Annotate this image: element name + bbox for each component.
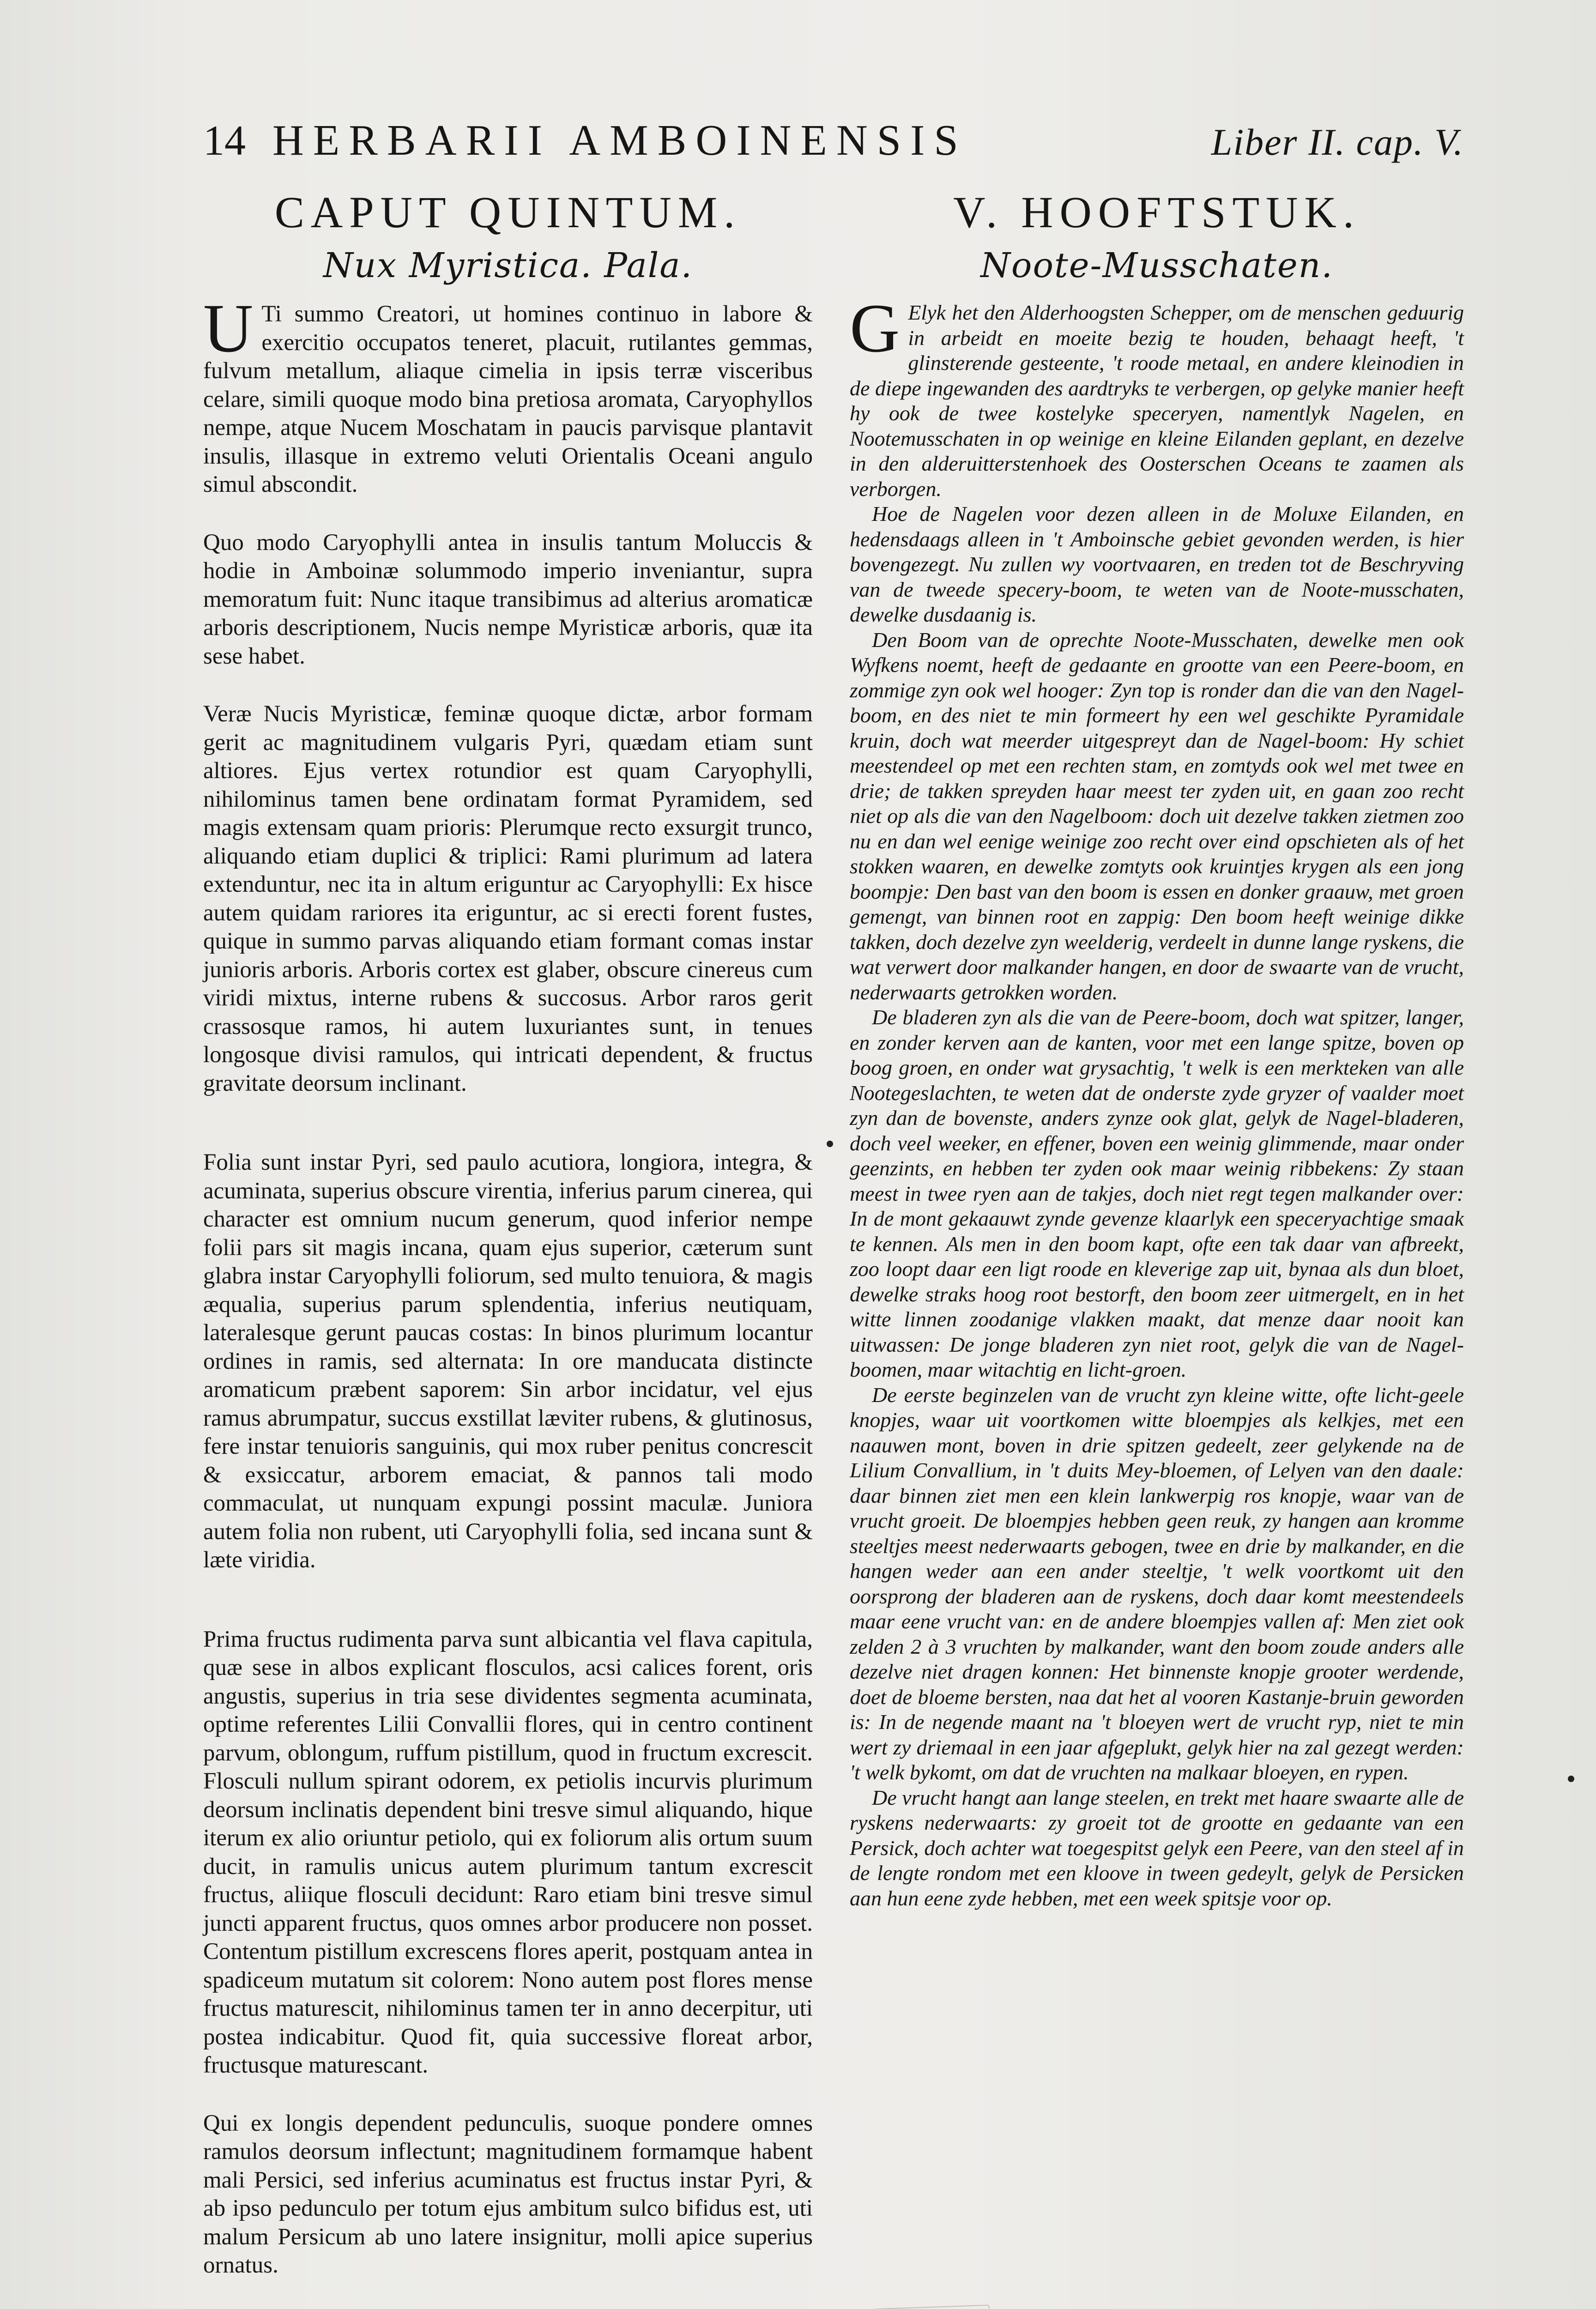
library-stamp-mark xyxy=(872,2305,991,2309)
chapter-reference: Liber II. cap. V. xyxy=(1211,121,1464,163)
latin-paragraph: Folia sunt instar Pyri, sed paulo acutiora, longiora, integra, & acuminata, superius obscure virentia, inferius parum cinerea, qui character est omnium nucum generum, quod inferior nempe folii pars sit magis incana, quam ejus superior, cæterum sunt glabra instar Caryophylli foliorum, sed multo tenuiora, & magis æqualia, superius parum splendentia, inferius neutiquam, lateralesque gerunt paucas costas: In binos plurimum locantur ordines in ramis, sed alternata: In ore manducata distincte aromaticum præbent saporem: Sin arbor incidatur, vel ejus ramus abrumpatur, succus exstillat læviter rubens, & glutinosus, fere instar tenuioris sanguinis, qui mox ruber penitus concrescit & exsiccatur, arborem emaciat, & pannos tali modo commaculat, ut nunquam expungi possint maculæ. Juniora autem folia non rubent, uti Caryophylli folia, sed incana sunt & læte viridia. xyxy=(203,1149,813,1573)
latin-drop-cap: U xyxy=(203,290,254,367)
dutch-drop-cap: G xyxy=(850,290,900,367)
latin-chapter-subheading: Nux Myristica. Pala. xyxy=(323,246,693,285)
latin-chapter-heading: CAPUT QUINTUM. xyxy=(274,187,742,237)
dutch-paragraph: De vrucht hangt aan lange steelen, en trekt met haare swaarte alle de ryskens nederwaarts: zy groeit tot de grootte en gedaante van een Persick, doch achter wat toegespitst gelyk een Peere, van den steel af in de lengte rondom met een kloove in tween gedeylt, gelyk de Persicken aan hun eene zyde hebben, met een week spitsje voor op. xyxy=(850,1785,1464,1910)
latin-column xyxy=(203,185,813,2280)
dutch-paragraph: De bladeren zyn als die van de Peere-boom, doch wat spitzer, langer, en zonder kerven aan de kanten, voor met een lange spitze, boven op boog groen, en onder wat grysachtig, 't welk is een merkteken van alle Nootegeslachten, te weten dat de onderste zyde gryzer of vaalder moet zyn dan de bovenste, anders zynze ook glat, gelyk de Nagel-bladeren, doch veel weeker, en effener, boven een weinig glimmende, maar onder geenzints, en hebben ter zyden ook maar weinig ribbekens: Zy staan meest in twee ryen aan de takjes, doch niet regt tegen malkander over: In de mont gekaauwt zynde gevenze klaarlyk een speceryachtige smaak te kennen. Als men in den boom kapt, ofte een tak daar van afbreekt, zoo loopt daar een ligt roode en kleverige zap uit, bynaa als dun bloet, dewelke straks hoog root bestorft, den boom zeer uitmergelt, en in het witte linnen zoodanige vlakken maakt, dat menze daar nooit kan uitwassen: De jonge bladeren zyn niet root, gelyk die van de Nagel-boomen, maar witachtig en licht-groen. xyxy=(850,1005,1464,1381)
dutch-paragraph: De eerste beginzelen van de vrucht zyn kleine witte, ofte licht-geele knopjes, waar uit voortkomen witte bloempjes als kelkjes, met een naauwen mont, boven in drie spitzen gedeelt, zeer gelykende na de Lilium Convallium, in 't duits Mey-bloemen, of Lelyen van den daale: daar binnen ziet men een klein lankwerpig ros knopje, waar van de vrucht groeit. De bloempjes hebben geen reuk, zy hangen aan kromme steeltjes meest nederwaarts gebogen, twee en drie by malkander, en die hangen weder aan een ander steeltje, 't welk voortkomt uit den oorsprong der bladeren aan de ryskens, doch daar komt meestendeels maar eene vrucht van: en de andere bloempjes vallen af: Men ziet ook zelden 2 à 3 vruchten by malkander, want den boom zoude anders alle dezelve niet dragen konnen: Het binnenste knopje grooter werdende, doet de bloeme bersten, naa dat het al vooren Kastanje-bruin geworden is: In de negende maant na 't bloeyen wert de vrucht ryp, niet te min wert zy driemaal in een jaar afgeplukt, gelyk hier na zal gezegt werden: 't welk bykomt, om dat de vruchten na malkaar bloeyen, en rypen. xyxy=(850,1383,1464,1784)
dutch-chapter-subheading: Noote-Musschaten. xyxy=(980,246,1333,285)
running-head xyxy=(203,115,1464,185)
latin-paragraph: U Ti summo Creatori, ut homines continuo in labore & exercitio occupatos teneret, placuit, rutilantes gemmas, fulvum metallum, aliaque cimelia in ipsis terræ visceribus celare, simili quoque modo bina pretiosa aromata, Caryophyllos nempe, atque Nucem Moschatam in paucis parvisque plantavit insulis, illasque in extremo veluti Orientalis Oceani angulo simul abscondit. xyxy=(203,290,813,497)
dutch-paragraph: Hoe de Nagelen voor dezen alleen in de Moluxe Eilanden, en hedensdaags alleen in 't Amboinsche gebiet gevonden werden, is hier bovengezegt. Nu zullen wy voortvaaren, en treden tot de Beschryving van de tweede specery-boom, te weten van de Noote-musschaten, dewelke dusdaanig is. xyxy=(850,502,1464,626)
latin-paragraph: Quo modo Caryophylli antea in insulis tantum Moluccis & hodie in Amboinæ solummodo imperio inveniantur, supra memoratum fuit: Nunc itaque transibimus ad alterius aromaticæ arboris descriptionem, Nucis nempe Myristicæ arboris, quæ ita sese habet. xyxy=(203,529,813,669)
ink-speck xyxy=(827,1141,833,1147)
latin-paragraph: Qui ex longis dependent pedunculis, suoque pondere omnes ramulos deorsum inflectunt; magnitudinem formamque habent mali Persici, sed inferius acuminatus est fructus instar Pyri, & ab ipso pedunculo per totum ejus ambitum sulco bifidus est, uti malum Persicum ab uno latere insignitur, molli apice superius ornatus. xyxy=(203,2110,813,2278)
dutch-chapter-heading: V. HOOFTSTUK. xyxy=(953,187,1360,237)
dutch-paragraph: Den Boom van de oprechte Noote-Musschaten, dewelke men ook Wyfkens noemt, heeft de gedaante en grootte van een Peere-boom, en zommige zyn ook wel hooger: Zyn top is ronder dan die van den Nagel-boom, en des niet te min formeert hy een wel geschikte Pyramidale kruin, doch wat meerder uitgespreyt dan de Nagel-boom: Hy schiet meestendeel op met een rechten stam, en zomtyds ook wel met twee en drie; de takken spreyden haar meest ter zyden uit, en gaan zoo recht niet op als die van den Nagelboom: doch uit dezelve takken zietmen zoo nu en dan wel eenige weinige zoo recht over eind opschieten als of het stokken waaren, en dewelke zomtyts ook kruintjes krygen als een jong boompje: Den bast van den boom is essen en donker graauw, met groen gemengt, van binnen root en zappig: Den boom heeft weinige dikke takken, doch dezelve zyn weelderig, verdeelt in dunne lange ryskens, die wat verwert door malkander hangen, en door de swaarte van de vrucht, nederwaarts getrokken worden. xyxy=(850,628,1464,1004)
dutch-column xyxy=(850,185,1464,1911)
ink-speck xyxy=(1568,1776,1574,1782)
latin-paragraph: Veræ Nucis Myristicæ, feminæ quoque dictæ, arbor formam gerit ac magnitudinem vulgaris Pyri, quædam etiam sunt altiores. Ejus vertex rotundior est quam Caryophylli, nihilominus tamen bene ordinatam format Pyramidem, sed magis extensam quam prioris: Plerumque recto exsurgit trunco, aliquando etiam duplici & triplici: Rami plurimum ad latera extenduntur, nec ita in altum eriguntur ac Caryophylli: Ex hisce autem quidam rariores ita eriguntur, ac si erecti forent fustes, quique in summo parvas aliquando etiam formant comas instar junioris arboris. Arboris cortex est glaber, obscure cinereus cum viridi mixtus, interne rubens & succosus. Arbor raros gerit crassosque ramos, hi autem luxuriantes sunt, in tenues longosque divisi ramulos, qui intricati dependent, & fructus gravitate deorsum inclinant. xyxy=(203,701,813,1096)
latin-paragraph: Prima fructus rudimenta parva sunt albicantia vel flava capitula, quæ sese in albos explicant flosculos, acsi calices forent, oris angustis, superius in tria sese dividentes segmenta acuminata, optime referentes Lilii Convallii flores, qui in centro continent parvum, oblongum, ruffum pistillum, quod in fructum excrescit. Flosculi nullum spirant odorem, ex petiolis incurvis plurimum deorsum inclinatis dependent bini tresve simul aliquando, hique iterum ex alio oriuntur petiolo, qui ex foliorum alis ortum suum ducit, in ramulis unicus autem plurimum tantum excrescit fructus, aliique flosculi decidunt: Raro etiam bini tresve simul juncti apparent fructus, quos omnes arbor producere non posset. Contentum pistillum excrescens flores aperit, postquam antea in spadiceum mutatum sit colorem: Nono autem post flores mense fructus maturescit, nihilominus tamen ter in anno decerpitur, uti postea indicabitur. Quod fit, quia successive floreat arbor, fructusque maturescant. xyxy=(203,1626,813,2078)
page-number: 14 xyxy=(203,117,246,164)
dutch-paragraph: G Elyk het den Alderhoogsten Schepper, om de menschen geduurig in arbeidt en moeite bezig te houden, behaagt heeft, 't glinsterende gesteente, 't roode metaal, en andere kleinodien in de diepe ingewanden des aardtryks te verbergen, op gelyke manier heeft hy ook de twee kostelyke speceryen, namentlyk Nagelen, en Nootemusschaten in op weinige en kleine Eilanden geplant, en dezelve in den alderuitterstenhoek des Oosterschen Oceans te zaamen als verborgen. xyxy=(850,290,1464,501)
book-title: HERBARII AMBOINENSIS xyxy=(272,116,967,164)
